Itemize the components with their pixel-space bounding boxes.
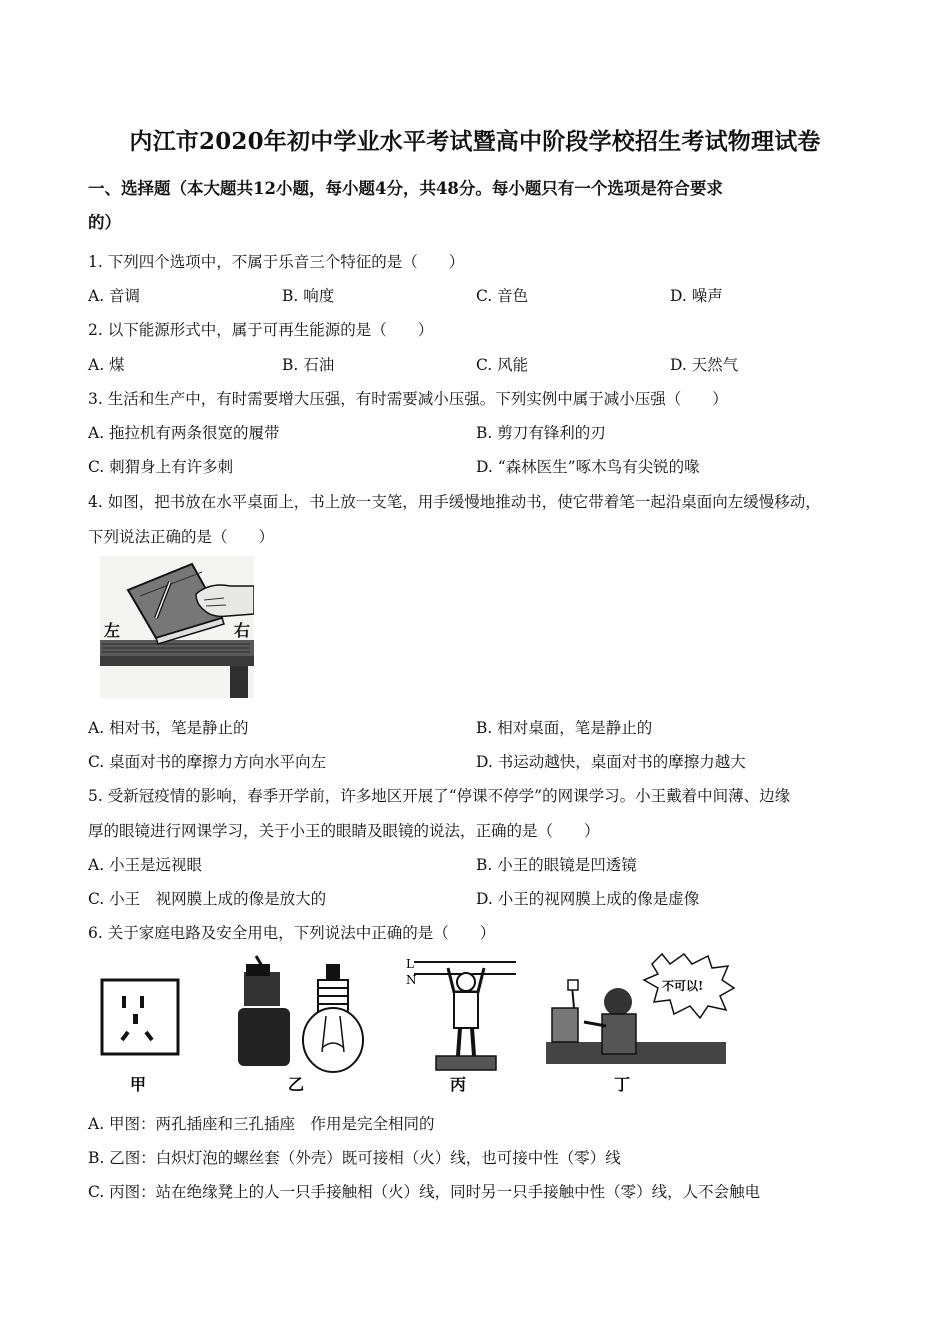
question-6-figure [96, 952, 750, 1098]
figure-label-jia: 甲 [130, 1075, 147, 1094]
wire-label-live: L [406, 957, 414, 971]
question-5-option-d: D. 小王的视网膜上成的像是虚像 [476, 890, 700, 908]
question-3-option-c: C. 刺猬身上有许多刺 [88, 458, 234, 476]
question-5-option-b: B. 小王的眼镜是凹透镜 [476, 856, 637, 874]
figure-label-bing: 丙 [450, 1075, 467, 1094]
question-6-option-a: A. 甲图：两孔插座和三孔插座 作用是完全相同的 [88, 1115, 435, 1133]
question-4-stem-line1: 4. 如图，把书放在水平桌面上，书上放一支笔，用手缓慢地推动书，使它带着笔一起沿桌面向左缓慢移动， [88, 493, 821, 511]
page-title: 内江市2020年初中学业水平考试暨高中阶段学校招生考试物理试卷 [129, 128, 821, 155]
question-3-stem: 3. 生活和生产中，有时需要增大压强，有时需要减小压强。下列实例中属于减小压强（ ） [88, 390, 728, 408]
question-1-stem: 1. 下列四个选项中，不属于乐音三个特征的是（ ） [88, 253, 465, 271]
question-2-option-a: A. 煤 [88, 356, 125, 374]
question-3-option-d: D. “森林医生”啄木鸟有尖锐的喙 [476, 458, 700, 476]
section-heading-line1: 一、选择题（本大题共12小题，每小题4分，共48分。每小题只有一个选项是符合要求 [88, 179, 723, 198]
question-1-option-c: C. 音色 [476, 287, 529, 305]
figure-label-ding: 丁 [614, 1075, 631, 1094]
person-on-stool-illustration [414, 962, 516, 1070]
figure-label-right: 右 [234, 621, 251, 640]
question-2-option-b: B. 石油 [282, 356, 335, 374]
section-heading-line2: 的） [88, 213, 121, 232]
question-6-option-c: C. 丙图：站在绝缘凳上的人一只手接触相（火）线，同时另一只手接触中性（零）线，人不会触电 [88, 1183, 761, 1201]
question-5-option-a: A. 小王是远视眼 [88, 856, 203, 874]
question-6-stem: 6. 关于家庭电路及安全用电，下列说法中正确的是（ ） [88, 924, 496, 942]
question-1-option-a: A. 音调 [88, 287, 141, 305]
bulb-illustration [238, 956, 363, 1072]
question-2-option-c: C. 风能 [476, 356, 529, 374]
question-3-option-a: A. 拖拉机有两条很宽的履带 [88, 424, 280, 442]
question-2-option-d: D. 天然气 [670, 356, 739, 374]
wire-label-neutral: N [406, 973, 417, 987]
socket-illustration [102, 980, 178, 1054]
figure-label-yi: 乙 [288, 1075, 305, 1094]
figure-label-left: 左 [104, 621, 121, 640]
question-5-option-c: C. 小王 视网膜上成的像是放大的 [88, 890, 327, 908]
speech-bubble-text: 不可以! [662, 979, 704, 993]
child-warning-illustration [546, 954, 734, 1064]
question-5-stem-line2: 厚的眼镜进行网课学习，关于小王的眼睛及眼镜的说法，正确的是（ ） [88, 822, 600, 840]
question-4-figure [100, 556, 254, 698]
question-4-option-a: A. 相对书，笔是静止的 [88, 719, 249, 737]
question-5-stem-line1: 5. 受新冠疫情的影响，春季开学前，许多地区开展了“停课不停学”的网课学习。小王戴着中间薄、边缘 [88, 787, 791, 805]
section-heading [88, 172, 868, 240]
question-2-stem: 2. 以下能源形式中，属于可再生能源的是（ ） [88, 321, 434, 339]
question-4-option-b: B. 相对桌面，笔是静止的 [476, 719, 653, 737]
question-1-option-d: D. 噪声 [670, 287, 723, 305]
question-1-option-b: B. 响度 [282, 287, 335, 305]
question-6-option-b: B. 乙图：白炽灯泡的螺丝套（外壳）既可接相（火）线，也可接中性（零）线 [88, 1149, 621, 1167]
question-3-option-b: B. 剪刀有锋利的刃 [476, 424, 606, 442]
question-4-stem-line2: 下列说法正确的是（ ） [88, 528, 275, 546]
question-4-option-d: D. 书运动越快，桌面对书的摩擦力越大 [476, 753, 746, 771]
question-4-option-c: C. 桌面对书的摩擦力方向水平向左 [88, 753, 327, 771]
